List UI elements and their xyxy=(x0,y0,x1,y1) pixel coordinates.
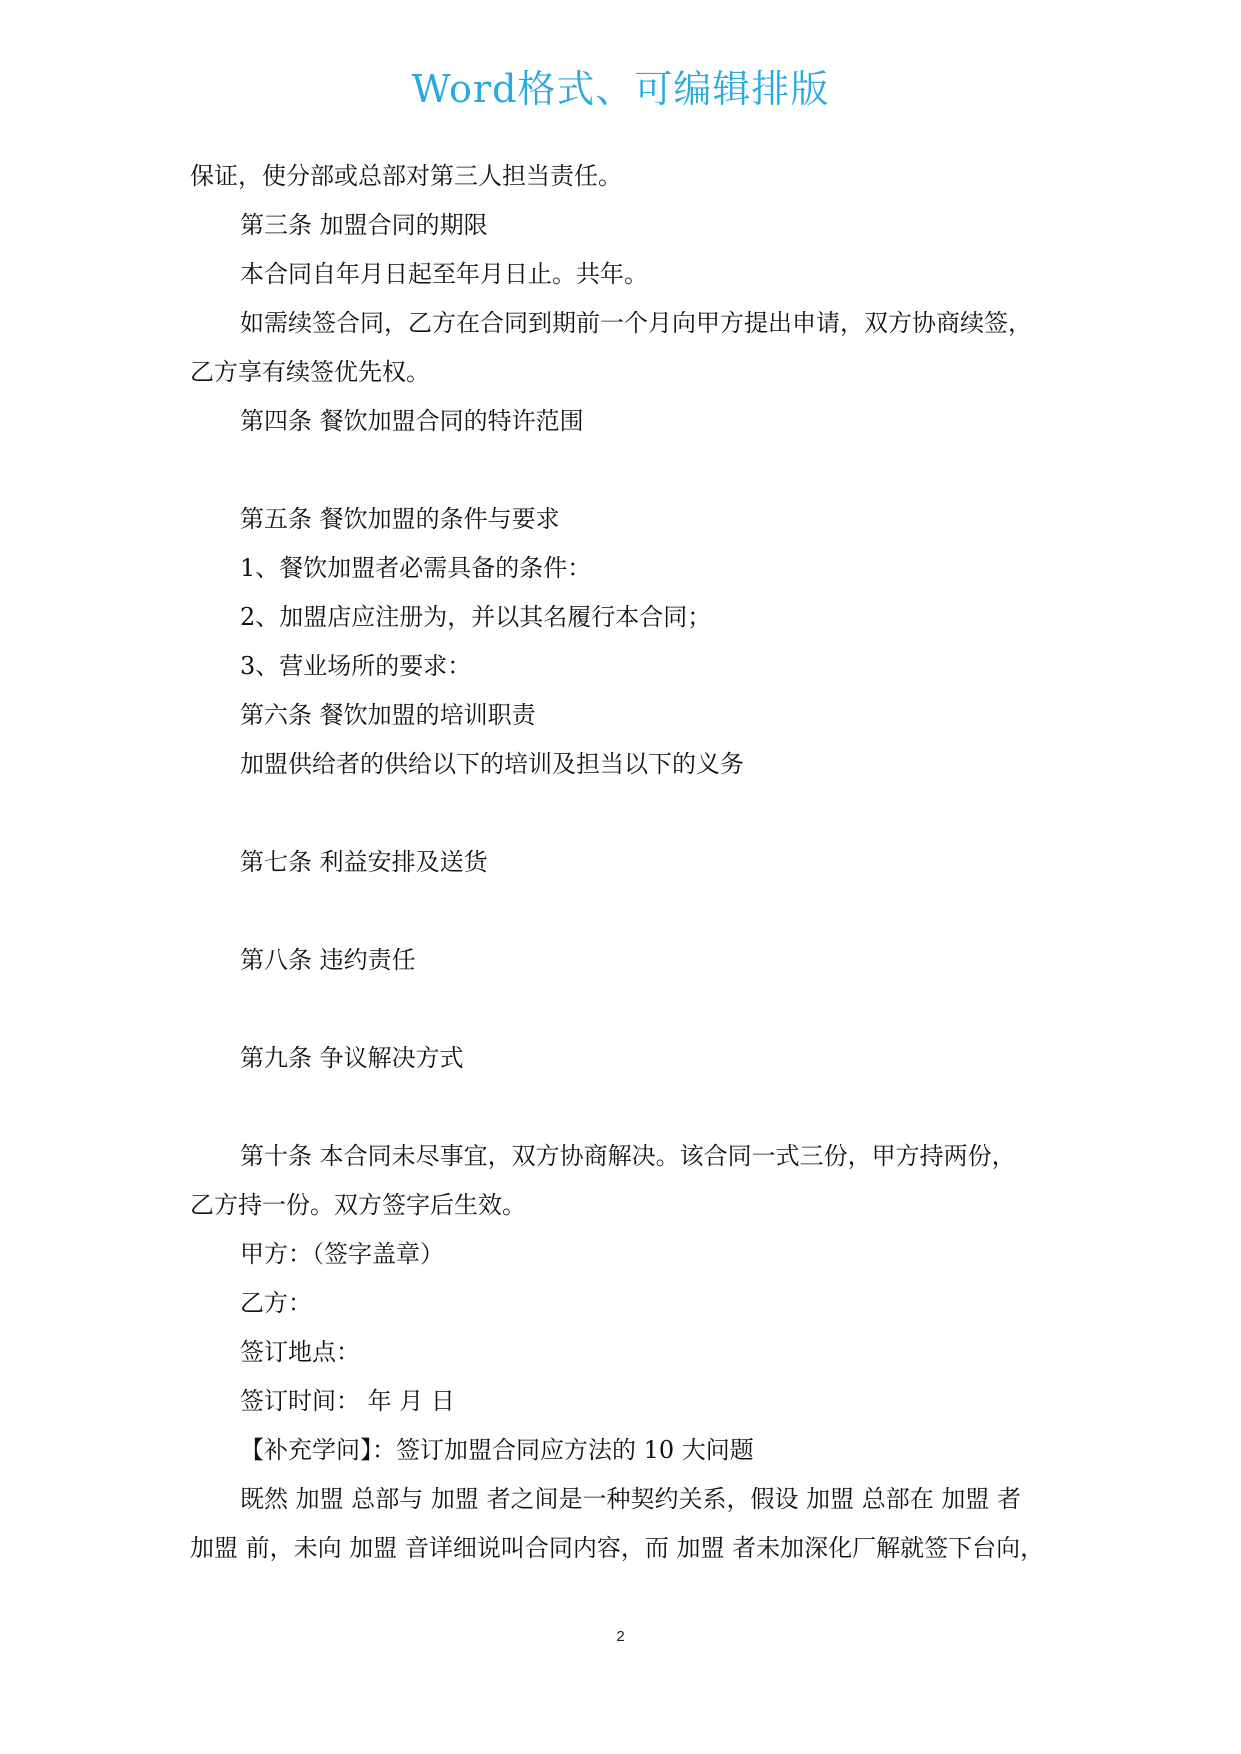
paragraph: 如需续签合同，乙方在合同到期前一个月向甲方提出申请，双方协商续签， xyxy=(240,309,1032,337)
list-item: 2、加盟店应注册为，并以其名履行本合同； xyxy=(240,603,712,631)
paragraph: 加盟 前，未向 加盟 音详细说叫合同内容，而 加盟 者未加深化厂解就签下台向， xyxy=(190,1534,1045,1562)
article-heading: 第十条 本合同未尽事宜，双方协商解决。该合同一式三份，甲方持两份， xyxy=(240,1142,1016,1170)
signature-line: 甲方：（签字盖章） xyxy=(240,1240,444,1268)
paragraph: 乙方持一份。双方签字后生效。 xyxy=(190,1191,526,1219)
signature-line: 乙方： xyxy=(240,1289,312,1317)
article-heading: 第三条 加盟合同的期限 xyxy=(240,211,488,239)
article-heading: 第九条 争议解决方式 xyxy=(240,1044,464,1072)
article-heading: 第六条 餐饮加盟的培训职责 xyxy=(240,701,536,729)
paragraph: 加盟供给者的供给以下的培训及担当以下的义务 xyxy=(240,750,744,778)
supplement-heading: 【补充学问】：签订加盟合同应方法的 10 大问题 xyxy=(240,1436,754,1464)
blank-line xyxy=(190,887,1062,936)
article-heading: 第八条 违约责任 xyxy=(240,946,416,974)
blank-line xyxy=(190,446,1062,495)
list-item: 1、餐饮加盟者必需具备的条件： xyxy=(240,554,592,582)
signature-line: 签订地点： xyxy=(240,1338,360,1366)
page-number: 2 xyxy=(616,1628,625,1645)
document-body xyxy=(190,152,1062,1573)
blank-line xyxy=(190,789,1062,838)
signature-line: 签订时间： 年 月 日 xyxy=(240,1387,455,1415)
document-header-title: Word格式、可编辑排版 xyxy=(411,67,830,111)
blank-line xyxy=(190,1083,1062,1132)
paragraph: 乙方享有续签优先权。 xyxy=(190,358,430,386)
paragraph: 既然 加盟 总部与 加盟 者之间是一种契约关系，假设 加盟 总部在 加盟 者 xyxy=(240,1485,1022,1513)
paragraph: 保证，使分部或总部对第三人担当责任。 xyxy=(190,162,622,190)
article-heading: 第七条 利益安排及送货 xyxy=(240,848,488,876)
paragraph: 本合同自年月日起至年月日止。共年。 xyxy=(240,260,648,288)
article-heading: 第四条 餐饮加盟合同的特许范围 xyxy=(240,407,584,435)
list-item: 3、营业场所的要求： xyxy=(240,652,472,680)
article-heading: 第五条 餐饮加盟的条件与要求 xyxy=(240,505,560,533)
blank-line xyxy=(190,985,1062,1034)
